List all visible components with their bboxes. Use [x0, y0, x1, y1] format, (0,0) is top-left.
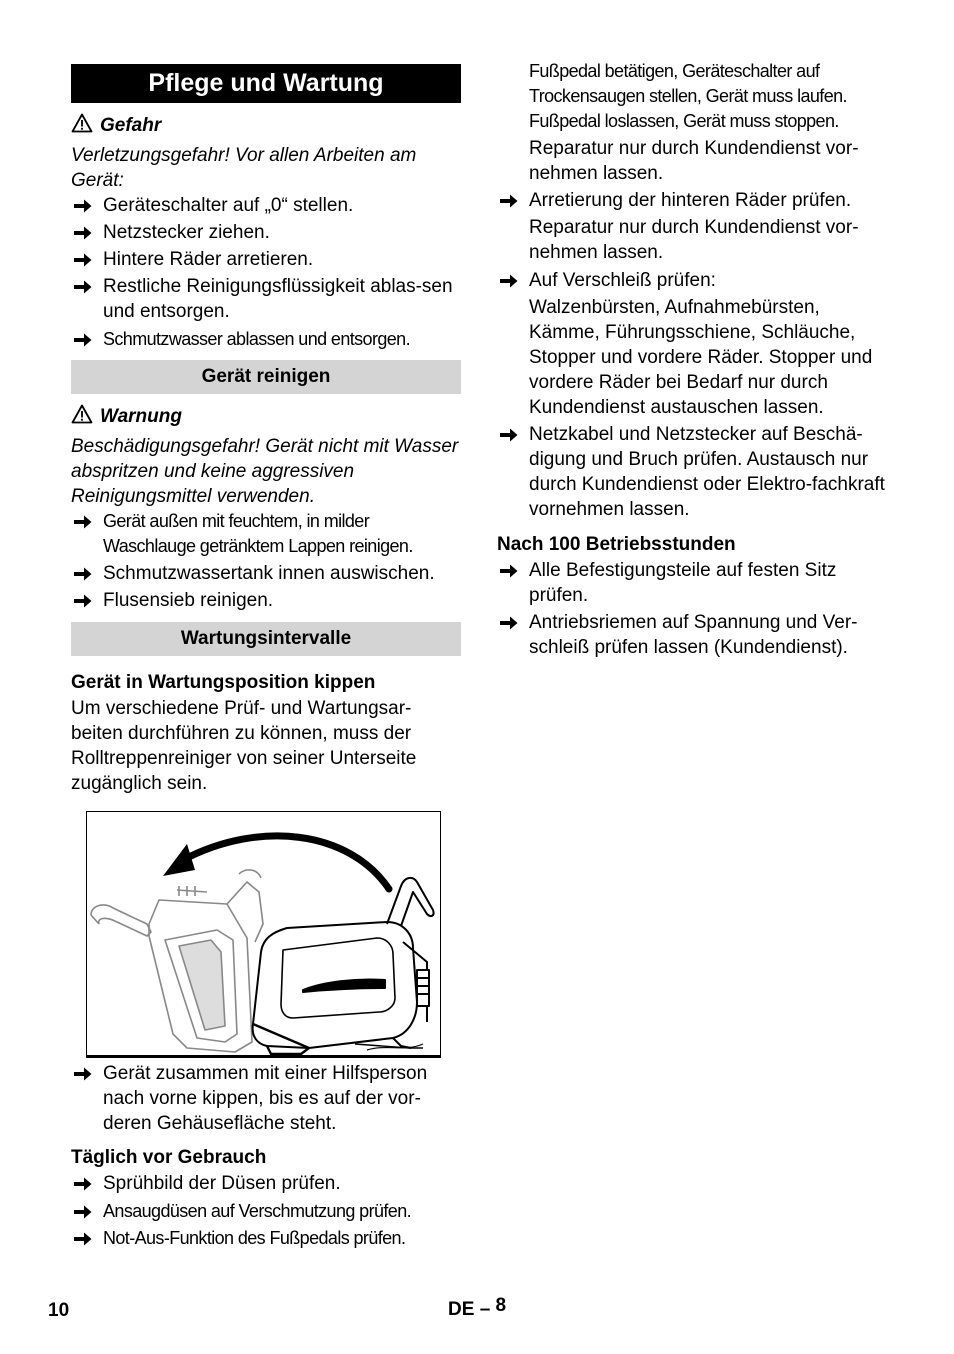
daily-heading: Täglich vor Gebrauch [71, 1147, 267, 1168]
list-item [497, 422, 889, 522]
list-item-text: Sprühbild der Düsen prüfen. [103, 1173, 341, 1194]
arrow-right-icon [74, 1176, 92, 1192]
list-item [71, 220, 461, 245]
list-item [71, 1199, 461, 1224]
list-item [71, 509, 461, 559]
list-item [71, 1171, 461, 1196]
tilt-text: Um verschiedene Prüf- und Wartungsar-beiten durchführen zu können, muss der Rolltreppenreiniger von seiner Unterseite zugänglich sein. [71, 698, 417, 794]
arrow-right-icon [74, 1066, 92, 1082]
list-item [71, 193, 461, 218]
list-item [71, 561, 461, 586]
arrow-right-icon [74, 514, 92, 530]
list-item [497, 268, 889, 293]
arrow-right-icon [74, 279, 92, 295]
danger-text: Verletzungsgefahr! Vor allen Arbeiten am Gerät: [71, 145, 417, 191]
arrow-right-icon [74, 198, 92, 214]
footer-lang: DE [448, 1299, 475, 1320]
list-item-text: Netzstecker ziehen. [103, 222, 270, 243]
footer-section-page: 8 [495, 1295, 507, 1316]
arrow-right-icon [74, 1204, 92, 1220]
list-item-text: Antriebsriemen auf Spannung und Ver-schleiß prüfen lassen (Kundendienst). [529, 612, 858, 658]
list-item-text: Gerät zusammen mit einer Hilfsperson nach vorne kippen, bis es auf der vor-deren Gehäusefläche steht. [103, 1063, 428, 1134]
list-item-text: Ansaugdüsen auf Verschmutzung prüfen. [103, 1201, 412, 1221]
list-item [71, 1226, 461, 1251]
page-number: 10 [48, 1300, 70, 1321]
arrow-right-icon [500, 563, 518, 579]
warning-heading [71, 405, 461, 429]
arrow-right-icon [74, 566, 92, 582]
warning-text: Beschädigungsgefahr! Gerät nicht mit Wasser abspritzen und keine aggressiven Reinigungsmittel verwenden. [71, 436, 459, 507]
list-item [71, 327, 461, 352]
list-item-text: Alle Befestigungsteile auf festen Sitz prüfen. [529, 560, 837, 606]
list-item [497, 610, 889, 660]
arrow-right-icon [74, 332, 92, 348]
warning-triangle-icon [71, 404, 93, 424]
warning-label: Warnung [100, 406, 182, 427]
list-item-text: Restliche Reinigungsflüssigkeit ablas-sen und entsorgen. [103, 276, 453, 322]
list-item-text: Flusensieb reinigen. [103, 590, 274, 611]
list-item-text: Arretierung der hinteren Räder prüfen. [529, 190, 852, 211]
wear-parts-text: Walzenbürsten, Aufnahmebürsten, Kämme, Führungsschiene, Schläuche, Stopper und vordere Räder. Stopper und vordere Räder bei Bedarf nur durch Kundendienst austauschen lassen. [529, 297, 873, 418]
footer-section [448, 1295, 507, 1321]
list-item [497, 188, 889, 213]
list-item-text: Auf Verschleiß prüfen: [529, 270, 716, 291]
list-item-text: Not-Aus-Funktion des Fußpedals prüfen. [103, 1228, 406, 1248]
arrow-right-icon [500, 615, 518, 631]
list-item-text: Geräteschalter auf „0“ stellen. [103, 195, 354, 216]
arrow-right-icon [500, 427, 518, 443]
section-heading-intervals: Wartungsintervalle [71, 622, 461, 656]
list-item [71, 1061, 461, 1136]
pedal-check-text: Fußpedal betätigen, Geräteschalter auf Trockensaugen stellen, Gerät muss laufen. Fußpedal loslassen, Gerät muss stoppen. [529, 61, 847, 131]
danger-label: Gefahr [100, 115, 162, 136]
tilt-heading: Gerät in Wartungsposition kippen [71, 672, 376, 693]
arrow-right-icon [500, 273, 518, 289]
tilted-machine [253, 878, 434, 1054]
danger-heading [71, 114, 461, 138]
warning-triangle-icon [71, 113, 93, 133]
repair-note: Reparatur nur durch Kundendienst vor-nehmen lassen. [529, 217, 859, 263]
list-item [497, 558, 889, 608]
arrow-right-icon [74, 1231, 92, 1247]
h100-heading: Nach 100 Betriebsstunden [497, 534, 736, 555]
list-item-text: Schmutzwasser ablassen und entsorgen. [103, 329, 410, 349]
section-heading-clean: Gerät reinigen [71, 360, 461, 394]
list-item-text: Hintere Räder arretieren. [103, 249, 314, 270]
page-title: Pflege und Wartung [71, 64, 461, 103]
list-item-text: Netzkabel und Netzstecker auf Beschä-digung und Bruch prüfen. Austausch nur durch Kundendienst oder Elektro-fachkraft vornehmen lassen. [529, 424, 885, 520]
repair-note: Reparatur nur durch Kundendienst vor-nehmen lassen. [529, 138, 859, 184]
tilt-illustration [86, 811, 441, 1058]
list-item-text: Schmutzwassertank innen auswischen. [103, 563, 435, 584]
arrow-right-icon [74, 252, 92, 268]
list-item [71, 588, 461, 613]
arrow-right-icon [74, 225, 92, 241]
arrow-right-icon [74, 593, 92, 609]
list-item [71, 274, 461, 324]
upright-machine-ghost [91, 870, 263, 1052]
list-item [71, 247, 461, 272]
footer-dash: – [479, 1299, 491, 1320]
tilt-arrow-icon [183, 836, 389, 889]
machine-tilt-drawing [87, 812, 440, 1057]
list-item-text: Gerät außen mit feuchtem, in milder Waschlauge getränktem Lappen reinigen. [103, 511, 413, 556]
arrow-right-icon [500, 193, 518, 209]
